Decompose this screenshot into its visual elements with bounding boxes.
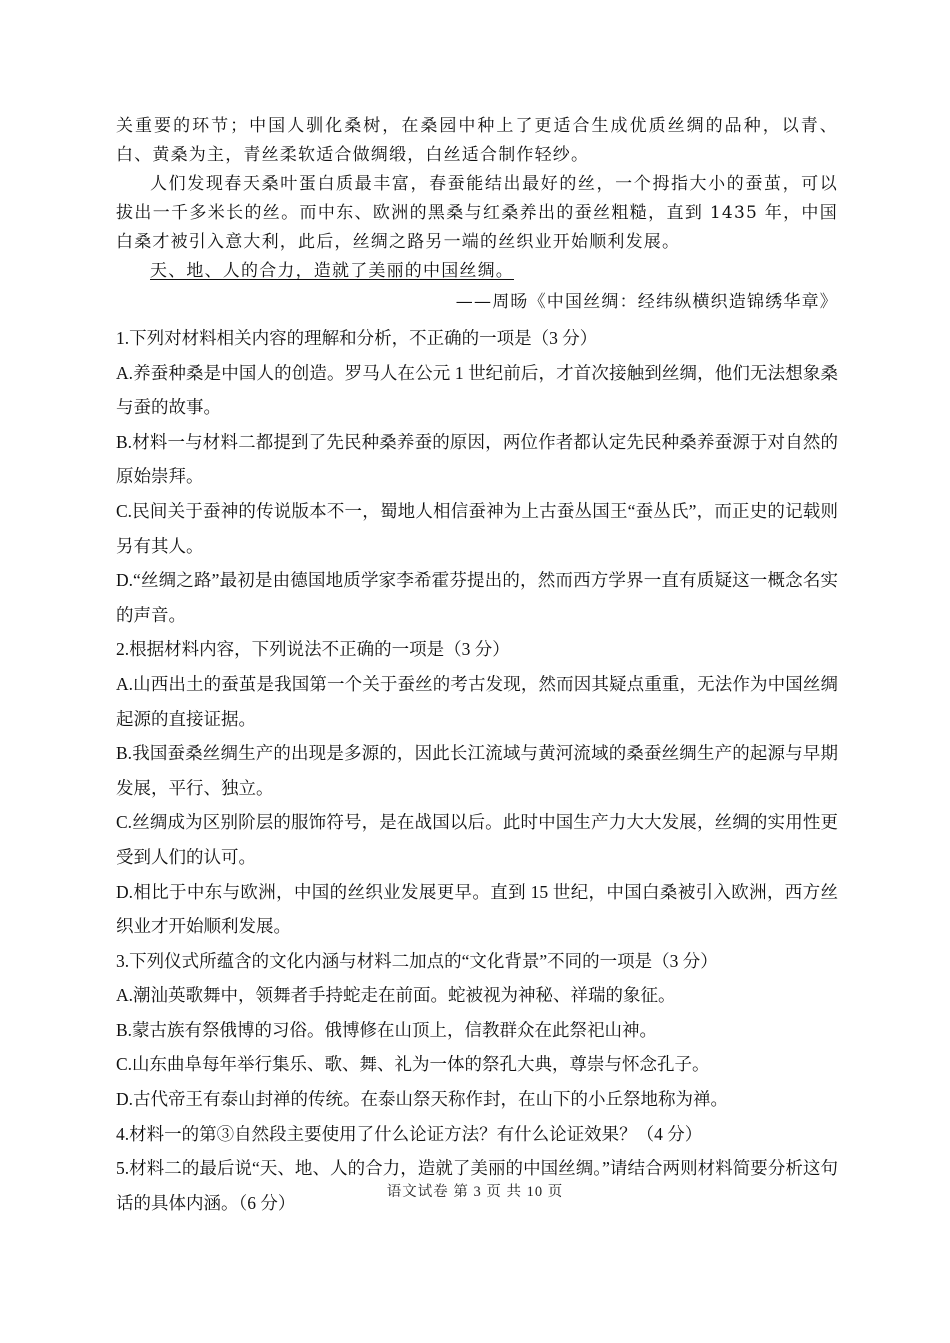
material-conclusion: [116, 257, 838, 286]
question-option: A.潮汕英歌舞中，领舞者手持蛇走在前面。蛇被视为神秘、祥瑞的象征。: [116, 985, 676, 1006]
question-option: D.相比于中东与欧洲，中国的丝织业发展更早。直到 15 世纪，中国白桑被引入欧洲，西方丝织业才开始顺利发展。: [116, 881, 838, 937]
question-option: C.山东曲阜每年举行集乐、歌、舞、礼为一体的祭孔大典，尊崇与怀念孔子。: [116, 1054, 710, 1075]
page-footer: 语文试卷 第 3 页 共 10 页: [386, 1184, 564, 1200]
question-option: C.民间关于蚕神的传说版本不一，蜀地人相信蚕神为上古蚕丛国王“蚕丛氏”，而正史的记载则另有其人。: [116, 500, 838, 556]
question-option: B.我国蚕桑丝绸生产的出现是多源的，因此长江流域与黄河流域的桑蚕丝绸生产的起源与早期发展，平行、独立。: [116, 743, 838, 798]
question-stem: 4.材料一的第③自然段主要使用了什么论证方法？有什么论证效果？（4 分）: [116, 1123, 703, 1144]
question-stem: 2.根据材料内容，下列说法不正确的一项是（3 分）: [116, 639, 510, 660]
question-option: C.丝绸成为区别阶层的服饰符号，是在战国以后。此时中国生产力大大发展，丝绸的实用性更受到人们的认可。: [116, 812, 838, 867]
material-attribution: ——周旸《中国丝绸：经纬纵横织造锦绣华章》: [455, 292, 838, 312]
question-option: D.古代帝王有泰山封禅的传统。在泰山祭天称作封，在山下的小丘祭地称为禅。: [116, 1089, 729, 1110]
question-stem: 5.材料二的最后说“天、地、人的合力，造就了美丽的中国丝绸。”请结合两则材料简要分析这句话的具体内涵。（6 分）: [116, 1158, 838, 1213]
reading-material: [116, 112, 838, 317]
exam-page: [116, 112, 838, 1220]
question-option: A.山西出土的蚕茧是我国第一个关于蚕丝的考古发现，然而因其疑点重重，无法作为中国丝绸起源的直接证据。: [116, 673, 838, 729]
question-stem: 1.下列对材料相关内容的理解和分析，不正确的一项是（3 分）: [116, 328, 598, 348]
question-stem: 3.下列仪式所蕴含的文化内涵与材料二加点的“文化背景”不同的一项是（3 分）: [116, 950, 718, 971]
material-paragraph: 关重要的环节；中国人驯化桑树，在桑园中种上了更适合生成优质丝绸的品种，以青、白、黄桑为主，青丝柔软适合做绸缎，白丝适合制作轻纱。: [116, 116, 838, 165]
question-option: B.蒙古族有祭俄博的习俗。俄博修在山顶上，信教群众在此祭祀山神。: [116, 1019, 658, 1040]
question-option: D.“丝绸之路”最初是由德国地质学家李希霍芬提出的，然而西方学界一直有质疑这一概念名实的声音。: [116, 570, 838, 625]
underlined-sentence: 天、地、人的合力，造就了美丽的中国丝绸。: [150, 261, 514, 281]
question-option: B.材料一与材料二都提到了先民种桑养蚕的原因，两位作者都认定先民种桑养蚕源于对自然的原始崇拜。: [116, 431, 838, 487]
question-list: [116, 321, 838, 1220]
material-paragraph: 人们发现春天桑叶蛋白质最丰富，春蚕能结出最好的丝，一个拇指大小的蚕茧，可以拔出一千多米长的丝。而中东、欧洲的黑桑与红桑养出的蚕丝粗糙，直到 1435 年，中国白桑才被引入意大利，此后，丝绸之路另一端的丝织业开始顺利发展。: [116, 174, 838, 252]
question-option: A.养蚕种桑是中国人的创造。罗马人在公元 1 世纪前后，才首次接触到丝绸，他们无法想象桑与蚕的故事。: [116, 362, 838, 418]
